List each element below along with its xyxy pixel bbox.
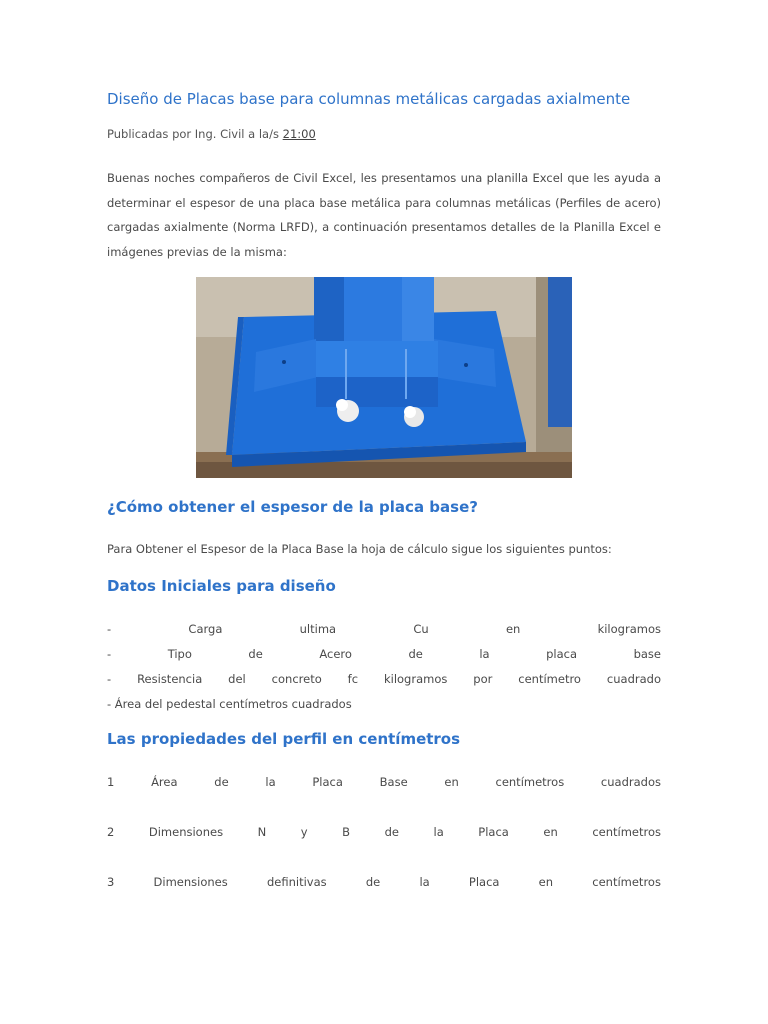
- intro-paragraph: Buenas noches compañeros de Civil Excel, les presentamos una planilla Excel que les ayuda a determinar el espesor de una placa base metálica para columnas metálicas (Perfiles de acero) cargadas axialmente (Norma LRFD), a continuación presentamos detalles de la Planilla Excel e imágenes previas de la misma:: [107, 171, 661, 259]
- list-word: de: [365, 875, 381, 889]
- list-word: cuadrados: [600, 775, 661, 789]
- list-word: Dimensiones: [148, 825, 224, 839]
- list-word: Acero: [319, 647, 352, 661]
- list-word: en: [444, 775, 459, 789]
- list-item: [107, 775, 661, 789]
- list-item: [107, 647, 661, 661]
- list-word: kilogramos: [597, 622, 661, 636]
- list-word: Placa: [312, 775, 343, 789]
- post-title[interactable]: Diseño de Placas base para columnas metálicas cargadas axialmente: [107, 90, 631, 108]
- list-word: de: [214, 775, 229, 789]
- byline-prefix: Publicadas por Ing. Civil a la/s: [107, 127, 283, 141]
- list-word: fc: [347, 672, 359, 686]
- list-item: [107, 825, 661, 839]
- list-word: Resistencia: [137, 672, 203, 686]
- post-time-link[interactable]: 21:00: [282, 127, 316, 141]
- list-word: Tipo: [167, 647, 192, 661]
- list-word: Placa: [468, 875, 500, 889]
- list-word: ultima: [299, 622, 337, 636]
- list-word: centímetros: [495, 775, 565, 789]
- list-word: -: [107, 622, 112, 636]
- list-number: 1: [107, 775, 115, 789]
- list-word: Carga: [188, 622, 223, 636]
- list-word: de: [408, 647, 423, 661]
- how-to-paragraph: Para Obtener el Espesor de la Placa Base la hoja de cálculo sigue los siguientes puntos:: [107, 542, 612, 556]
- list-word: por: [473, 672, 493, 686]
- heading-how-to: ¿Cómo obtener el espesor de la placa base?: [107, 498, 478, 516]
- list-number: 2: [107, 825, 115, 839]
- list-word: Cu: [413, 622, 429, 636]
- list-word: del: [228, 672, 246, 686]
- list-item: [107, 875, 661, 889]
- base-plate-photo: [196, 277, 572, 478]
- list-word: definitivas: [266, 875, 327, 889]
- list-number: 3: [107, 875, 115, 889]
- list-word: centímetros: [592, 875, 661, 889]
- list-word: -: [107, 647, 112, 661]
- list-word: B: [342, 825, 351, 839]
- list-word: cuadrado: [606, 672, 661, 686]
- list-word: placa: [546, 647, 578, 661]
- list-word: centímetros: [592, 825, 661, 839]
- list-word: Área: [151, 775, 178, 789]
- list-word: en: [505, 622, 521, 636]
- list-word: de: [384, 825, 399, 839]
- list-word: concreto: [271, 672, 322, 686]
- base-plate-illustration: [196, 277, 572, 478]
- byline: [107, 127, 316, 141]
- list-text: - Área del pedestal centímetros cuadrados: [107, 697, 352, 711]
- list-word: de: [248, 647, 263, 661]
- list-word: base: [633, 647, 661, 661]
- heading-propiedades: Las propiedades del perfil en centímetros: [107, 730, 461, 748]
- list-word: N: [257, 825, 267, 839]
- list-word: Dimensiones: [153, 875, 228, 889]
- list-word: en: [543, 825, 558, 839]
- list-word: Base: [379, 775, 408, 789]
- list-word: en: [538, 875, 554, 889]
- list-word: -: [107, 672, 112, 686]
- list-item: [107, 622, 661, 636]
- list-item: [107, 672, 661, 686]
- list-word: la: [433, 825, 444, 839]
- list-word: kilogramos: [383, 672, 448, 686]
- list-word: la: [265, 775, 276, 789]
- list-item: [107, 697, 661, 711]
- heading-datos-iniciales: Datos Iniciales para diseño: [107, 577, 336, 595]
- list-word: la: [479, 647, 490, 661]
- list-word: centímetro: [518, 672, 581, 686]
- list-word: Placa: [478, 825, 509, 839]
- list-word: y: [300, 825, 308, 839]
- list-word: la: [419, 875, 430, 889]
